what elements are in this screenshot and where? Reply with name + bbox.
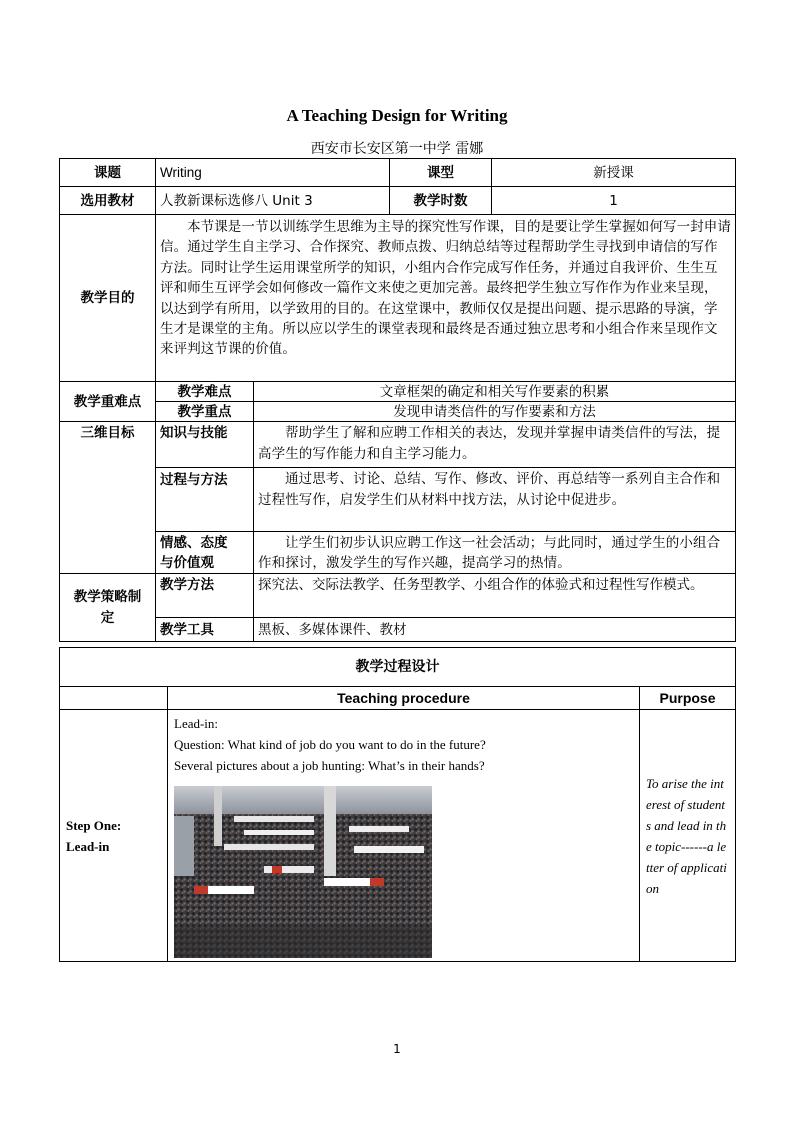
procedure-section-title: 教学过程设计	[60, 648, 736, 687]
procedure-table	[59, 647, 736, 962]
lesson-info-table	[59, 158, 736, 642]
hours-value: 1	[492, 187, 736, 215]
lead-in-pictures-prompt: Several pictures about a job hunting: What’s in their hands?	[174, 758, 485, 773]
tools-value: 黑板、多媒体课件、教材	[254, 618, 736, 642]
lead-in-heading: Lead-in:	[174, 716, 219, 731]
goal-label: 教学目的	[60, 215, 156, 382]
emotion-text: 让学生们初步认识应聘工作这一社会活动；与此同时，通过学生的小组合作和探讨，激发学生的写作兴趣，提高学习的热情。	[254, 532, 736, 574]
strategy-label-line-2: 定	[100, 609, 115, 626]
step-one-purpose: To arise the interest of students and lead in the topic------a letter of application	[640, 710, 736, 962]
step-one-content	[168, 710, 640, 962]
purpose-column-header: Purpose	[640, 687, 736, 710]
knowledge-label: 知识与技能	[156, 422, 254, 468]
topic-value: Writing	[156, 159, 390, 187]
method-value: 探究法、交际法教学、任务型教学、小组合作的体验式和过程性写作模式。	[254, 574, 736, 618]
type-value: 新授课	[492, 159, 736, 187]
textbook-label: 选用教材	[60, 187, 156, 215]
process-text: 通过思考、讨论、总结、写作、修改、评价、再总结等一系列自主合作和过程性写作，启发学生们从材料中找方法，从讨论中促进步。	[254, 468, 736, 532]
topic-label: 课题	[60, 159, 156, 187]
step-one-label-line-2: Lead-in	[66, 838, 110, 854]
textbook-value: 人教新课标选修八 Unit 3	[156, 187, 390, 215]
threedim-label: 三维目标	[60, 422, 156, 574]
lead-in-question: Question: What kind of job do you want to do in the future?	[174, 737, 486, 752]
emotion-label	[156, 532, 254, 574]
process-label: 过程与方法	[156, 468, 254, 532]
strategy-label-line-1: 教学策略制	[73, 588, 142, 605]
document-title: A Teaching Design for Writing	[286, 106, 508, 125]
method-label: 教学方法	[156, 574, 254, 618]
goal-text: 本节课是一节以训练学生思维为主导的探究性写作课，目的是要让学生掌握如何写一封申请信。通过学生自主学习、合作探究、教师点拨、归纳总结等过程帮助学生寻找到申请信的写作方法。同时让学生运用课堂所学的知识，小组内合作完成写作任务，并通过自我评价、生生互评和师生互评学会如何修改一篇作文来使之更加完善。最终把学生独立写作作为作业来呈现，以达到学有所用，以学致用的目的。在这堂课中，教师仅仅是提出问题、提示思路的导演，学生才是课堂的主角。所以应以学生的课堂表现和最终是否通过独立思考和小组合作来呈现作文来评判这节课的价值。	[156, 215, 736, 382]
strategy-label	[60, 574, 156, 642]
focus-label: 教学重点	[156, 402, 254, 422]
focus-value: 发现申请类信件的写作要素和方法	[254, 402, 736, 422]
step-one-label-line-1: Step One:	[66, 817, 122, 833]
author-line: 西安市长安区第一中学 雷娜	[310, 141, 484, 157]
tools-label: 教学工具	[156, 618, 254, 642]
procedure-header-blank	[60, 687, 168, 710]
difficulty-value: 文章框架的确定和相关写作要素的积累	[254, 382, 736, 402]
job-fair-crowd-icon	[174, 786, 432, 958]
procedure-column-header: Teaching procedure	[168, 687, 640, 710]
job-fair-photo	[174, 786, 432, 958]
knowledge-text: 帮助学生了解和应聘工作相关的表达，发现并掌握申请类信件的写法，提高学生的写作能力和自主学习能力。	[254, 422, 736, 468]
step-one-label	[60, 710, 168, 962]
emotion-label-line-1: 情感、态度	[160, 534, 228, 551]
page-number: 1	[393, 1042, 401, 1056]
hours-label: 教学时数	[390, 187, 492, 215]
type-label: 课型	[390, 159, 492, 187]
emotion-label-line-2: 与价值观	[160, 554, 214, 571]
difficulty-label: 教学难点	[156, 382, 254, 402]
keydiff-label: 教学重难点	[60, 382, 156, 422]
